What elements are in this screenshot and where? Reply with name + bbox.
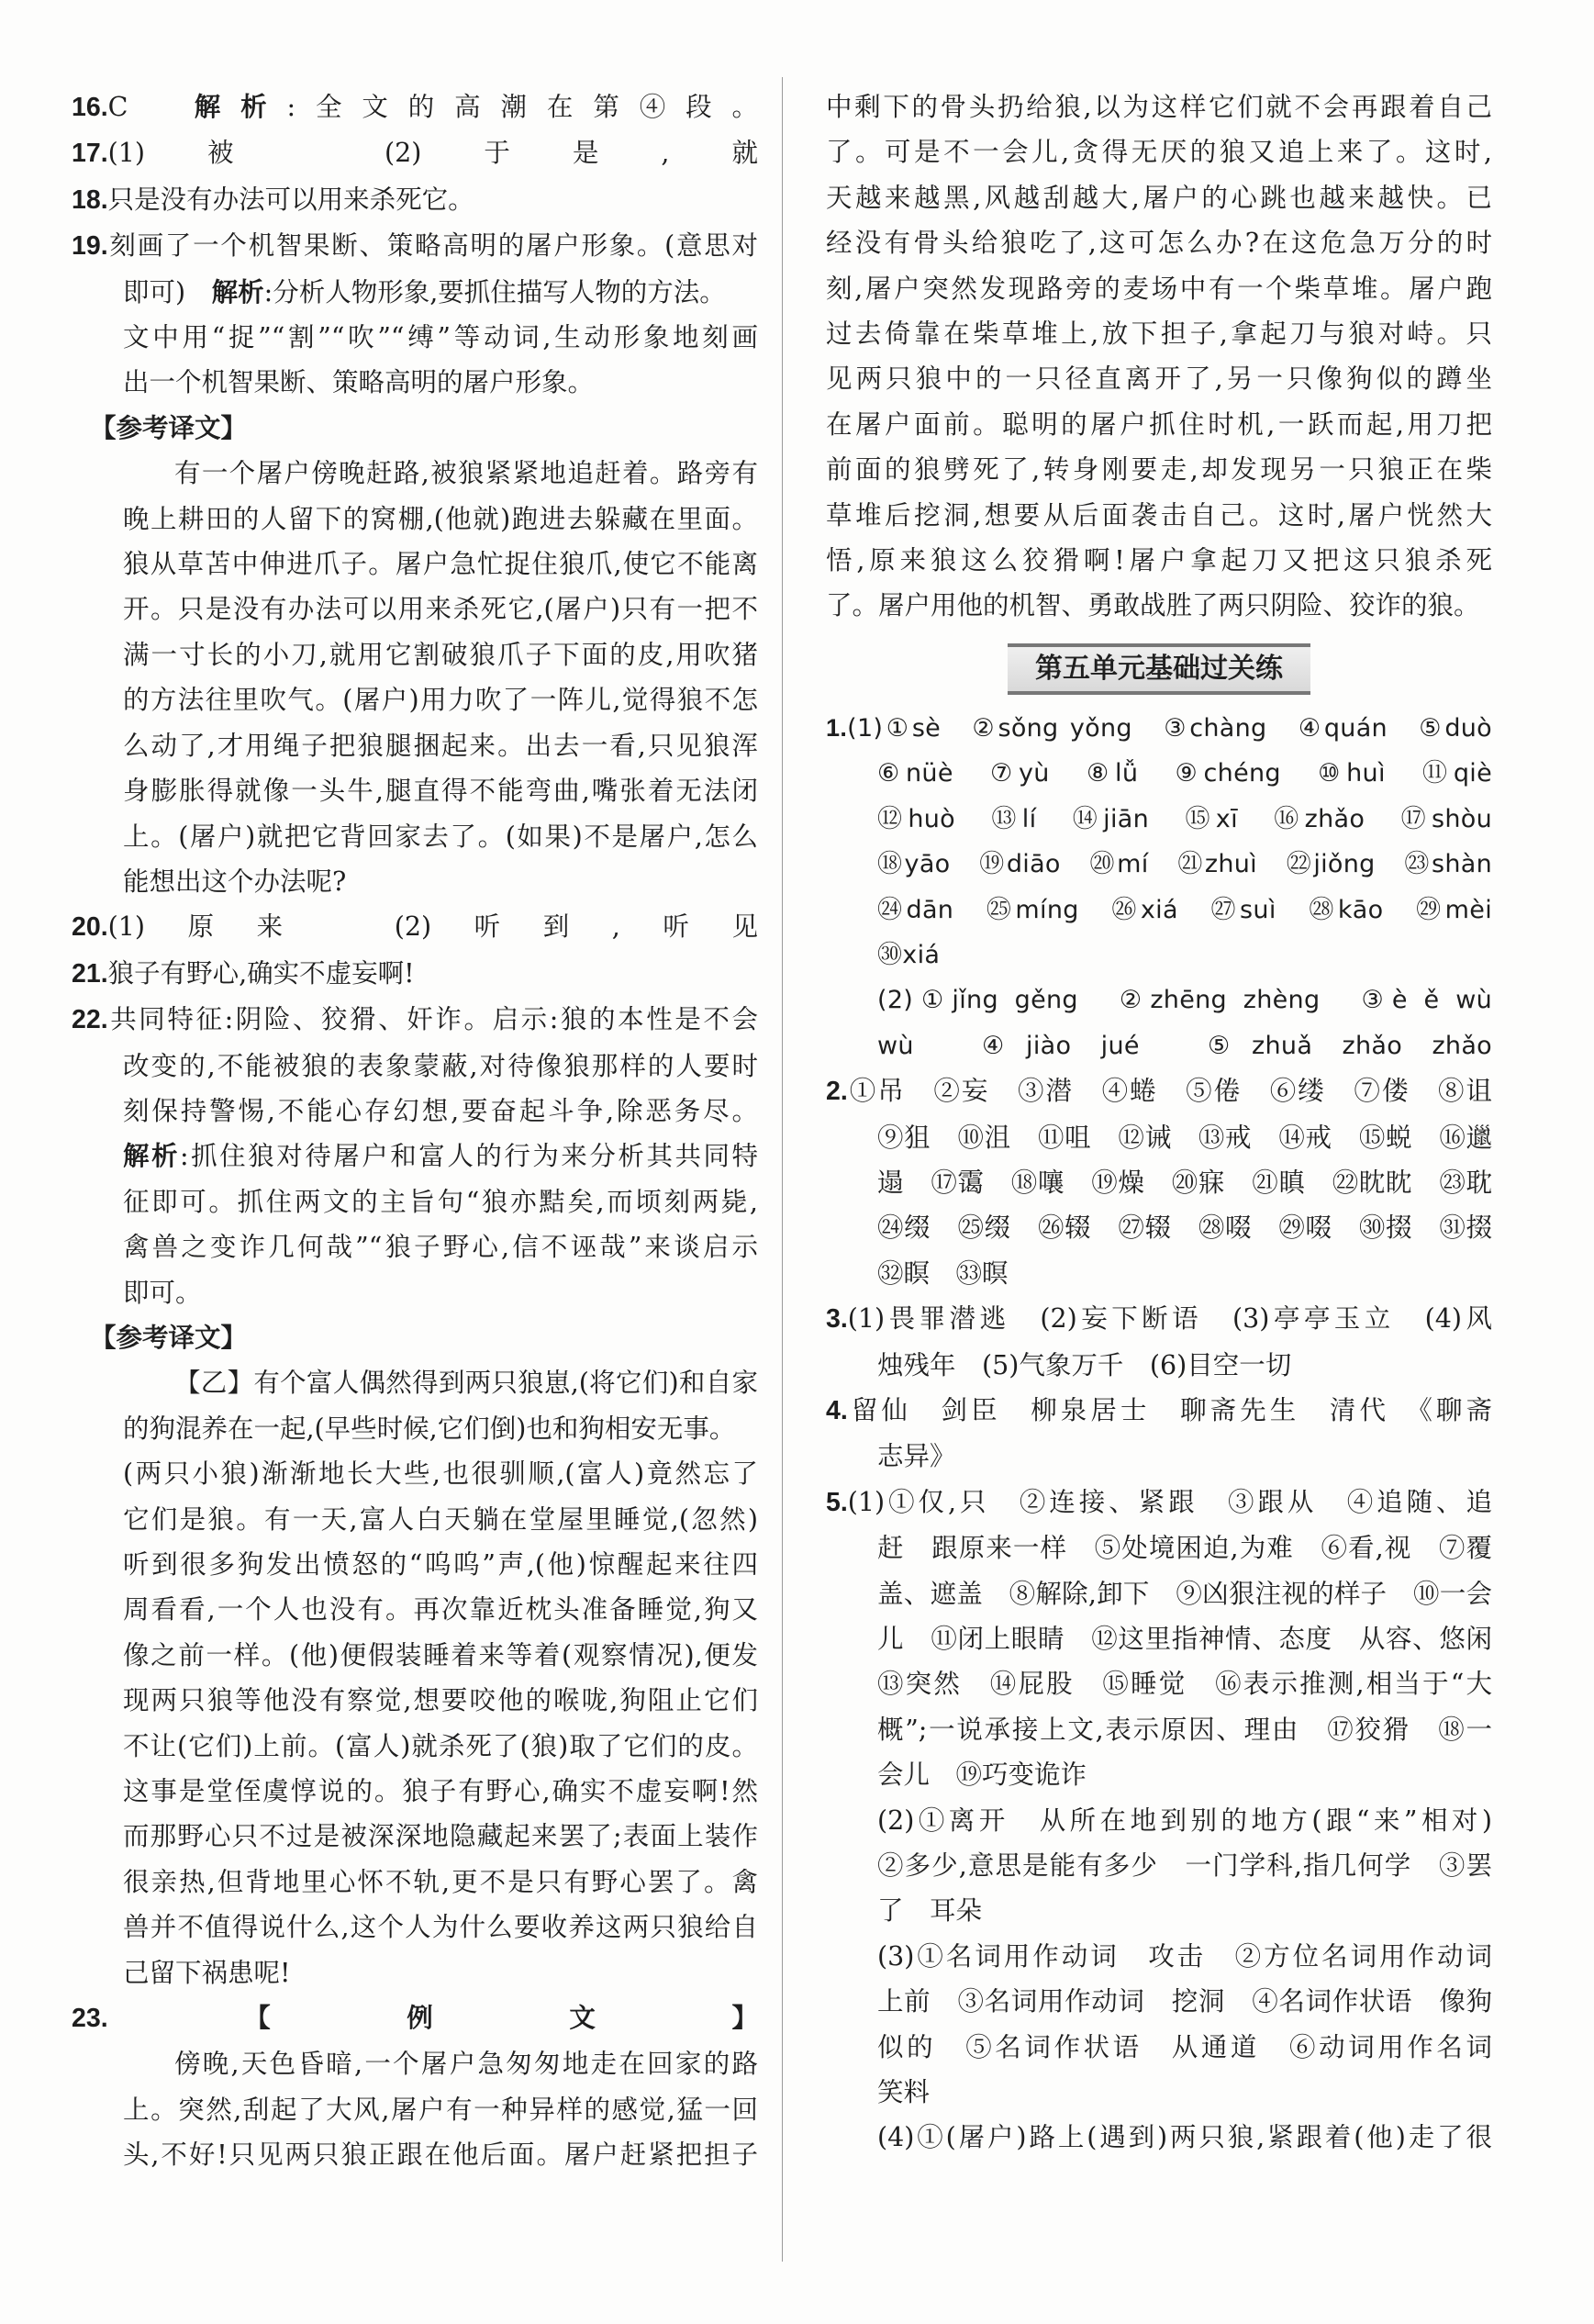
line-text: (3)①名词用作动词 攻击 ②方位名词用作动词 <box>877 1940 1492 1972</box>
question-number: 23. <box>72 2004 108 2034</box>
line-text: 不让(它们)上前。(富人)就杀死了(狼)取了它们的皮。 <box>123 1730 758 1761</box>
text-line <box>72 859 758 904</box>
text-line <box>826 311 1492 356</box>
line-text: 赶 跟原来一样 ⑤处境困迫,为难 ⑥看,视 ⑦覆 <box>877 1533 1492 1564</box>
text-line <box>826 1888 1492 1933</box>
line-text: 这事是堂侄虞惇说的。狼子有野心,确实不虚妄啊!然 <box>123 1776 758 1807</box>
line-text: 己留下祸患呢! <box>123 1957 291 1988</box>
line-text: 文中用“捉”“割”“吹”“缚”等动词,生动形象地刻画 <box>123 322 758 353</box>
line-text: 现两只狼等他没有察觉,想要咬他的喉咙,狗阻止它们 <box>123 1685 758 1716</box>
text-line <box>72 1089 758 1134</box>
line-text: C <box>107 92 195 122</box>
section-title: 第五单元基础过关练 <box>1008 643 1310 695</box>
text-line <box>72 177 758 223</box>
text-line <box>826 888 1492 933</box>
unit-five-answers <box>826 706 1492 2161</box>
line-text: 有一个屠户傍晚赶路,被狼紧紧地追赶着。路旁有 <box>174 458 758 489</box>
question-number: 5. <box>826 1487 848 1517</box>
line-text: 头,不好!只见两只狼正跟在他后面。屠户赶紧把担子 <box>123 2140 758 2171</box>
line-text: ㉔缀 ㉕缀 ㉖辍 ㉗辍 ㉘啜 ㉙啜 ㉚掇 ㉛掇 <box>877 1212 1492 1244</box>
text-line <box>72 1995 758 2041</box>
keyword-label: 解析 <box>211 276 264 307</box>
text-line <box>72 1905 758 1950</box>
line-text: 概”;一说承接上文,表示原因、理由 ⑰狡猾 ⑱一 <box>877 1714 1492 1745</box>
text-line <box>72 1587 758 1632</box>
keyword-label: 【例文】 <box>107 2003 758 2034</box>
line-text: (1)①仅,只 ②连接、紧跟 ③跟从 ④追随、追 <box>847 1486 1492 1517</box>
text-line <box>826 402 1492 447</box>
text-line <box>72 360 758 405</box>
question-number: 20. <box>72 912 108 943</box>
text-line <box>826 797 1492 842</box>
text-line <box>72 1224 758 1269</box>
text-line <box>826 1480 1492 1525</box>
text-line <box>72 497 758 542</box>
text-line <box>826 266 1492 311</box>
line-text: 狼从草苫中伸进爪子。屠户急忙捉住狼爪,使它不能离 <box>123 549 758 580</box>
text-line <box>826 1752 1492 1797</box>
question-number: 22. <box>72 1005 108 1035</box>
line-text: :抓住狼对待屠户和富人的行为来分析其共同特 <box>180 1141 758 1172</box>
line-text: ⑱yāo ⑲diāo ⑳mí ㉑zhuì ㉒jiǒng ㉓shàn <box>877 850 1492 879</box>
text-line <box>826 1934 1492 1979</box>
left-column <box>72 84 758 2178</box>
text-line <box>72 1360 758 1405</box>
text-line <box>72 270 758 315</box>
line-text: 上前 ③名词用作动词 挖洞 ④名词作状语 像狗 <box>877 1986 1492 2017</box>
text-line <box>72 451 758 496</box>
text-line <box>72 1497 758 1542</box>
line-text: 了 耳朵 <box>877 1895 983 1927</box>
line-text: 见两只狼中的一只径直离开了,另一只像狗似的蹲坐 <box>826 363 1492 395</box>
line-text: 悟,原来狼这么狡猾啊!屠户拿起刀又把这只狼杀死 <box>826 545 1492 576</box>
text-line <box>826 129 1492 174</box>
text-line <box>72 1451 758 1496</box>
section-heading <box>72 1315 758 1360</box>
line-text: 满一寸长的小刀,就用它割破狼爪子下面的皮,用吹猪 <box>123 639 758 670</box>
text-line <box>72 315 758 360</box>
line-text: 像之前一样。(他)便假装睡着来等着(观察情况),便发 <box>123 1639 758 1670</box>
text-line <box>826 2025 1492 2070</box>
line-text: ②多少,意思是能有多少 一门学科,指几何学 ③罢 <box>877 1850 1492 1882</box>
text-line <box>826 1388 1492 1434</box>
text-line <box>826 1160 1492 1205</box>
question-number: 21. <box>72 958 108 989</box>
line-text: 禽兽之变诈几何哉”“狼子野心,信不诬哉”来谈启示 <box>123 1232 758 1263</box>
line-text: 的狗混养在一起,(早些时候,它们倒)也和狗相安无事。 <box>123 1413 736 1444</box>
line-text: 刻保持警惕,不能心存幻想,要奋起斗争,除恶务尽。 <box>123 1095 758 1126</box>
text-line <box>72 1678 758 1723</box>
line-text: 狼子有野心,确实不虚妄啊! <box>107 957 415 989</box>
line-text: ①吊 ②妄 ③潜 ④蜷 ⑤倦 ⑥缕 ⑦偻 ⑧诅 <box>847 1076 1492 1107</box>
line-text: 前面的狼劈死了,转身刚要走,却发现另一只狼正在柴 <box>826 454 1492 486</box>
text-line <box>826 1251 1492 1296</box>
text-line <box>72 1950 758 1995</box>
question-number: 16. <box>72 93 108 122</box>
line-text: 中剩下的骨头扔给狼,以为这样它们就不会再跟着自己 <box>826 92 1492 122</box>
line-text: 改变的,不能被狼的表象蒙蔽,对待像狼那样的人要时 <box>123 1050 758 1081</box>
line-text: 的方法往里吹气。(屠户)用力吹了一阵儿,觉得狼不怎 <box>123 685 758 716</box>
line-text: :全文的高潮在第④段。 <box>286 92 758 122</box>
line-text: 在屠户面前。聪明的屠户抓住时机,一跃而起,用刀把 <box>826 408 1492 440</box>
line-text: (1)①sè ②sǒng yǒng ③chàng ④quán ⑤duò <box>847 713 1492 743</box>
right-column <box>826 84 1492 2161</box>
line-text: (2)①jǐng gěng ②zhēng zhèng ③è ě wù <box>877 986 1492 1015</box>
text-line <box>826 1843 1492 1888</box>
line-text: 【乙】有个富人偶然得到两只狼崽,(将它们)和自家 <box>174 1368 758 1399</box>
line-text: 晚上耕田的人留下的窝棚,(他就)跑进去躲藏在里面。 <box>123 503 758 534</box>
text-line <box>72 130 758 176</box>
text-line <box>72 1179 758 1224</box>
text-line <box>826 751 1492 796</box>
line-text: 了。可是不一会儿,贪得无厌的狼又追上来了。这时, <box>826 137 1492 168</box>
line-text: 上。突然,刮起了大风,屠户有一种异样的感觉,猛一回 <box>123 2094 758 2125</box>
line-text: 刻,屠户突然发现路旁的麦场中有一个柴草堆。屠户跑 <box>826 273 1492 304</box>
text-line <box>72 723 758 768</box>
text-line <box>72 814 758 859</box>
line-text: 兽并不值得说什么,这个人为什么要收养这两只狼给自 <box>123 1912 758 1943</box>
question-number: 2. <box>826 1077 848 1107</box>
line-text: 经没有骨头给狼吃了,这可怎么办?在这危急万分的时 <box>826 228 1492 259</box>
text-line <box>72 1044 758 1089</box>
section-heading <box>72 406 758 451</box>
line-text: 它们是狼。有一天,富人白天躺在堂屋里睡觉,(忽然) <box>123 1503 758 1535</box>
text-line <box>826 1434 1492 1479</box>
text-line <box>826 220 1492 265</box>
line-text: 烛残年 (5)气象万千 (6)目空一切 <box>877 1349 1292 1380</box>
text-line <box>826 84 1492 129</box>
text-line <box>826 933 1492 978</box>
text-line <box>72 223 758 269</box>
text-line <box>826 706 1492 751</box>
text-line <box>72 1724 758 1769</box>
text-line <box>72 1633 758 1678</box>
text-line <box>826 1525 1492 1570</box>
line-text: 很亲热,但背地里心怀不轨,更不是只有野心罢了。禽 <box>123 1866 758 1897</box>
line-text: (1)被 (2)于是,就 <box>107 138 758 169</box>
text-line <box>826 1979 1492 2024</box>
question-number: 1. <box>826 713 848 742</box>
text-line <box>72 1134 758 1179</box>
line-text: 上。(屠户)就把它背回家去了。(如果)不是屠户,怎么 <box>123 821 758 852</box>
line-text: ㉜瞑 ㉝暝 <box>877 1257 1009 1289</box>
line-text: (4)①(屠户)路上(遇到)两只狼,紧跟着(他)走了很 <box>877 2122 1492 2153</box>
keyword-label: 解析 <box>123 1141 181 1172</box>
text-line <box>72 1860 758 1905</box>
line-text: 天越来越黑,风越刮越大,屠户的心跳也越来越快。已 <box>826 182 1492 213</box>
text-line <box>72 997 758 1043</box>
line-text: 出一个机智果断、策略高明的屠户形象。 <box>123 367 595 398</box>
line-text: 周看看,一个人也没有。再次靠近枕头准备睡觉,狗又 <box>123 1594 758 1626</box>
line-text: 了。屠户用他的机智、勇敢战胜了两只阴险、狡诈的狼。 <box>826 590 1480 621</box>
line-text: 即可) <box>123 276 212 307</box>
line-text: 开。只是没有办法可以用来杀死它,(屠户)只有一把不 <box>123 594 758 625</box>
line-text: :分析人物形象,要抓住描写人物的方法。 <box>263 276 726 307</box>
text-line <box>826 2070 1492 2115</box>
line-text: (1)原来 (2)听到,听见 <box>107 911 758 943</box>
line-text: 【参考译文】 <box>90 412 248 443</box>
line-text: 留仙 剑臣 柳泉居士 聊斋先生 清代 《聊斋 <box>847 1394 1492 1425</box>
text-line <box>72 904 758 950</box>
line-text: wù ④jiào jué ⑤zhuǎ zhǎo zhǎo <box>877 1031 1492 1060</box>
text-line <box>72 677 758 722</box>
text-line <box>826 1798 1492 1843</box>
text-line <box>72 2087 758 2132</box>
text-line <box>826 1661 1492 1706</box>
text-line <box>826 1023 1492 1068</box>
keyword-label: 解析 <box>194 92 287 122</box>
line-text: 么动了,才用绳子把狼腿捆起来。出去一看,只见狼浑 <box>123 730 758 761</box>
text-line <box>72 951 758 997</box>
line-text: 过去倚靠在柴草堆上,放下担子,拿起刀与狼对峙。只 <box>826 318 1492 350</box>
line-text: (2)①离开 从所在地到别的地方(跟“来”相对) <box>877 1804 1492 1836</box>
line-text: 能想出这个办法呢? <box>123 866 347 897</box>
line-text: ⑨狙 ⑩沮 ⑪咀 ⑫诫 ⑬戒 ⑭戒 ⑮蜕 ⑯邋 <box>877 1122 1492 1153</box>
text-line <box>72 1769 758 1814</box>
text-line <box>72 1814 758 1859</box>
line-text: 【参考译文】 <box>90 1322 248 1353</box>
text-line <box>826 978 1492 1022</box>
text-line <box>826 1343 1492 1388</box>
line-text: ⑥nüè ⑦yù ⑧lǚ ⑨chéng ⑩huì ⑪qiè <box>877 759 1492 788</box>
text-line <box>72 1542 758 1587</box>
line-text: ㉚xiá <box>877 940 941 969</box>
line-text: 草堆后挖洞,想要从后面袭击自己。这时,屠户恍然大 <box>826 499 1492 531</box>
essay-continuation <box>826 84 1492 629</box>
section-title-box <box>826 634 1492 698</box>
text-line <box>826 175 1492 220</box>
text-line <box>826 2115 1492 2160</box>
line-text: 听到很多狗发出愤怒的“呜呜”声,(他)惊醒起来往四 <box>123 1549 758 1580</box>
line-text: 而那野心只不过是被深深地隐藏起来罢了;表面上装作 <box>123 1821 758 1852</box>
text-line <box>826 1707 1492 1752</box>
line-text: 共同特征:阴险、狡猾、奸诈。启示:狼的本性是不会 <box>107 1004 758 1035</box>
line-text: (1)畏罪潜逃 (2)妄下断语 (3)亭亭玉立 (4)风 <box>847 1303 1492 1335</box>
line-text: 即可。 <box>123 1277 202 1308</box>
text-line <box>826 1296 1492 1342</box>
text-line <box>826 493 1492 538</box>
text-line <box>826 447 1492 492</box>
text-line <box>72 587 758 631</box>
column-divider <box>782 77 783 2262</box>
text-line <box>826 1205 1492 1250</box>
question-number: 19. <box>72 231 108 262</box>
line-text: 似的 ⑤名词作状语 从通道 ⑥动词用作名词 <box>877 2031 1492 2062</box>
text-line <box>826 1068 1492 1114</box>
text-line <box>72 1406 758 1451</box>
line-text: 遢 ⑰霭 ⑱嚷 ⑲燥 ⑳寐 ㉑瞋 ㉒眈眈 ㉓耽 <box>877 1167 1492 1198</box>
line-text: 志异》 <box>877 1441 956 1472</box>
text-line <box>72 84 758 130</box>
question-number: 17. <box>72 139 108 169</box>
text-line <box>72 542 758 587</box>
line-text: 笑料 <box>877 2077 931 2108</box>
line-text: ⑫huò ⑬lí ⑭jiān ⑮xī ⑯zhǎo ⑰shòu <box>877 804 1492 833</box>
question-number: 3. <box>826 1304 848 1335</box>
text-line <box>826 1115 1492 1160</box>
line-text: 身膨胀得就像一头牛,腿直得不能弯曲,嘴张着无法闭 <box>123 776 758 807</box>
line-text: 征即可。抓住两文的主旨句“狼亦黠矣,而顷刻两毙, <box>123 1186 758 1217</box>
line-text: 儿 ⑪闭上眼睛 ⑫这里指神情、态度 从容、悠闲 <box>877 1624 1492 1654</box>
line-text: 刻画了一个机智果断、策略高明的屠户形象。(意思对 <box>107 230 758 262</box>
text-line <box>72 768 758 813</box>
text-line <box>72 2041 758 2086</box>
text-line <box>826 538 1492 583</box>
text-line <box>826 842 1492 887</box>
text-line <box>72 1270 758 1315</box>
text-line <box>72 632 758 677</box>
line-text: 盖、遮盖 ⑧解除,卸下 ⑨凶狠注视的样子 ⑩一会 <box>877 1578 1492 1609</box>
line-text: 只是没有办法可以用来杀死它。 <box>107 184 474 215</box>
line-text: 傍晚,天色昏暗,一个屠户急匆匆地走在回家的路 <box>174 2049 758 2080</box>
line-text: 会儿 ⑲巧变诡诈 <box>877 1760 1087 1791</box>
text-line <box>826 356 1492 401</box>
question-number: 4. <box>826 1395 848 1425</box>
text-line <box>826 583 1492 628</box>
text-line <box>826 1571 1492 1616</box>
text-line <box>826 1616 1492 1661</box>
line-text: ⑬突然 ⑭屁股 ⑮睡觉 ⑯表示推测,相当于“大 <box>877 1669 1492 1700</box>
line-text: (两只小狼)渐渐地长大些,也很驯顺,(富人)竟然忘了 <box>123 1458 758 1490</box>
question-number: 18. <box>72 184 108 215</box>
text-line <box>72 2132 758 2177</box>
line-text: ㉔dān ㉕míng ㉖xiá ㉗suì ㉘kāo ㉙mèi <box>877 895 1492 924</box>
